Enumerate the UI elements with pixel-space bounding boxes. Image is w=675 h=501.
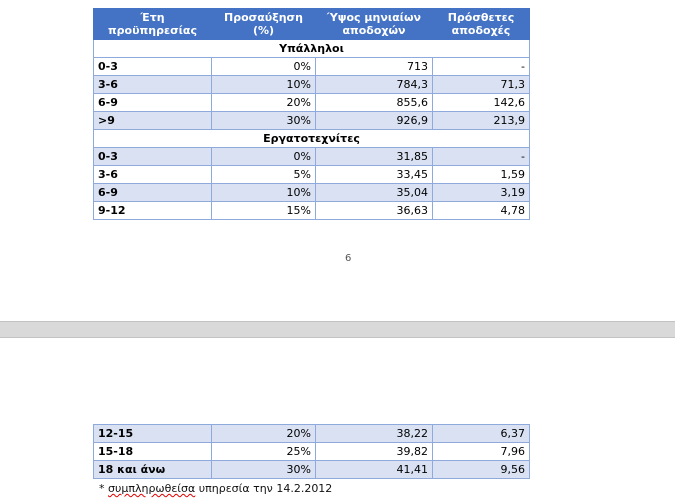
header-monthly-pay: Ύψος μηνιαίων αποδοχών <box>316 9 433 40</box>
section-row-workers <box>94 130 530 148</box>
cell-years: 3-6 <box>94 76 212 94</box>
pay-scale-table <box>93 8 530 220</box>
cell-years: 9-12 <box>94 202 212 220</box>
cell-monthly: 31,85 <box>316 148 433 166</box>
table-row <box>94 425 530 443</box>
page-break-gap <box>0 321 675 338</box>
cell-increase: 30% <box>212 461 316 479</box>
table-row <box>94 202 530 220</box>
cell-increase: 20% <box>212 425 316 443</box>
cell-years: 0-3 <box>94 148 212 166</box>
cell-extra: 7,96 <box>433 443 530 461</box>
table-row <box>94 184 530 202</box>
cell-years: 0-3 <box>94 58 212 76</box>
header-increase: Προσαύξηση (%) <box>212 9 316 40</box>
cell-increase: 0% <box>212 148 316 166</box>
table-header-row <box>94 9 530 40</box>
table-row <box>94 148 530 166</box>
cell-years: 12-15 <box>94 425 212 443</box>
page-number: 6 <box>345 253 352 264</box>
footnote <box>99 482 332 495</box>
cell-monthly: 713 <box>316 58 433 76</box>
footnote-misspelled-word: συμπληρωθείσα <box>108 482 196 495</box>
cell-years: 3-6 <box>94 166 212 184</box>
cell-extra: 6,37 <box>433 425 530 443</box>
cell-years: 6-9 <box>94 94 212 112</box>
footnote-text: υπηρεσία την 14.2.2012 <box>195 482 333 495</box>
table-row <box>94 112 530 130</box>
cell-extra: - <box>433 58 530 76</box>
table-row <box>94 166 530 184</box>
cell-years: 15-18 <box>94 443 212 461</box>
cell-increase: 10% <box>212 184 316 202</box>
cell-years: 18 και άνω <box>94 461 212 479</box>
cell-increase: 30% <box>212 112 316 130</box>
cell-increase: 25% <box>212 443 316 461</box>
cell-monthly: 33,45 <box>316 166 433 184</box>
section-row-employees <box>94 40 530 58</box>
cell-monthly: 36,63 <box>316 202 433 220</box>
cell-monthly: 39,82 <box>316 443 433 461</box>
header-years: Έτη προϋπηρεσίας <box>94 9 212 40</box>
cell-extra: 9,56 <box>433 461 530 479</box>
cell-increase: 20% <box>212 94 316 112</box>
cell-increase: 0% <box>212 58 316 76</box>
table-row <box>94 461 530 479</box>
table-row <box>94 443 530 461</box>
cell-extra: 213,9 <box>433 112 530 130</box>
table-row <box>94 94 530 112</box>
cell-increase: 10% <box>212 76 316 94</box>
cell-monthly: 41,41 <box>316 461 433 479</box>
cell-monthly: 855,6 <box>316 94 433 112</box>
document-page-bottom <box>0 338 675 501</box>
cell-monthly: 784,3 <box>316 76 433 94</box>
footnote-prefix: * <box>99 482 108 495</box>
cell-increase: 5% <box>212 166 316 184</box>
cell-increase: 15% <box>212 202 316 220</box>
table-row <box>94 76 530 94</box>
cell-extra: 71,3 <box>433 76 530 94</box>
cell-extra: 4,78 <box>433 202 530 220</box>
cell-years: >9 <box>94 112 212 130</box>
cell-monthly: 926,9 <box>316 112 433 130</box>
header-extra-pay: Πρόσθετες αποδοχές <box>433 9 530 40</box>
cell-monthly: 35,04 <box>316 184 433 202</box>
section-title-employees: Υπάλληλοι <box>94 40 530 58</box>
cell-extra: 1,59 <box>433 166 530 184</box>
cell-extra: 142,6 <box>433 94 530 112</box>
cell-monthly: 38,22 <box>316 425 433 443</box>
table-row <box>94 58 530 76</box>
pay-scale-table-continued <box>93 424 530 479</box>
cell-years: 6-9 <box>94 184 212 202</box>
cell-extra: 3,19 <box>433 184 530 202</box>
cell-extra: - <box>433 148 530 166</box>
section-title-workers: Εργατοτεχνίτες <box>94 130 530 148</box>
